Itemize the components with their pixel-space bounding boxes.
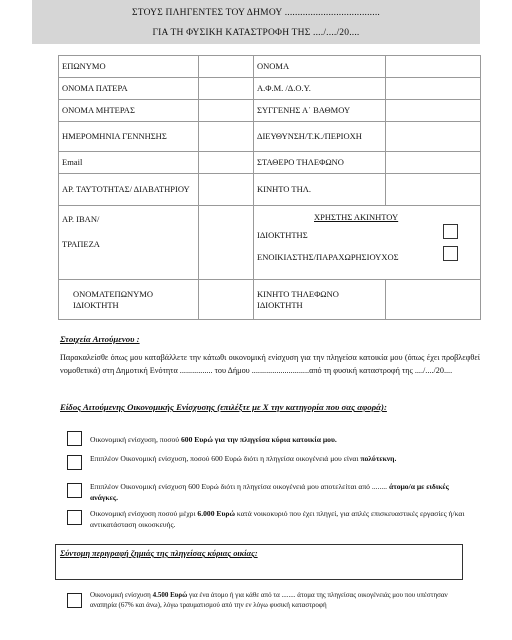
address-field[interactable] (386, 122, 481, 152)
header-title-municipality: ΣΤΟΥΣ ΠΛΗΓΕΝΤΕΣ ΤΟΥ ΔΗΜΟΥ ..................................... (132, 8, 380, 18)
iban-label (59, 206, 199, 280)
owner-mobile-label: ΚΙΝΗΤΟ ΤΗΛΕΦΩΝΟ ΙΔΙΟΚΤΗΤΗ (254, 280, 386, 320)
landline-field[interactable] (386, 152, 481, 174)
owner-fullname-field[interactable] (199, 280, 254, 320)
afm-field[interactable] (386, 78, 481, 100)
support-option-4-text: Οικονομική ενίσχυση ποσού μέχρι 6.000 Ευρώ κατά νοικοκυριό που έχει πληγεί, για απλές επισκευαστικές εργασίες ή/και αντικατάσταση οικοσκευής. (90, 509, 465, 529)
surname-field[interactable] (199, 56, 254, 78)
personal-details-table (58, 55, 481, 320)
birthdate-field[interactable] (199, 122, 254, 152)
applicant-request-paragraph: Παρακαλείσθε όπως μου καταβάλλετε την κάτωθι οικονομική ενίσχυση για την πληγείσα κατοικία μου (όπως έχει προβλεφθεί νομοθετικά) στη Δημοτική Ενότητα ................ του Δήμου ............................από τη φυσική καταστροφή της ..../..../20.... (60, 353, 480, 375)
name-field[interactable] (386, 56, 481, 78)
support-option-1-checkbox[interactable] (67, 431, 82, 446)
email-field[interactable] (199, 152, 254, 174)
damage-description-label: Σύντομη περιγραφή ζημιάς της πληγείσας κύριας οικίας: (60, 549, 258, 558)
id-number-label: ΑΡ. ΤΑΥΤΟΤΗΤΑΣ/ ΔΙΑΒΑΤΗΡΙΟΥ (59, 174, 199, 206)
father-name-label: ΟΝΟΜΑ ΠΑΤΕΡΑ (59, 78, 199, 100)
tenant-checkbox[interactable] (443, 246, 458, 261)
father-name-field[interactable] (199, 78, 254, 100)
iban-field[interactable] (199, 206, 254, 280)
mother-name-field[interactable] (199, 100, 254, 122)
address-label: ΔΙΕΥΘΥΝΣΗ/Τ.Κ./ΠΕΡΙΟΧΗ (254, 122, 386, 152)
applicant-section-title: Στοιχεία Αιτούμενου : (60, 334, 140, 344)
surname-label: ΕΠΩΝΥΜΟ (59, 56, 199, 78)
property-user-title: ΧΡΗΣΤΗΣ ΑΚΙΝΗΤΟΥ (314, 211, 399, 222)
afm-label: Α.Φ.Μ. /Δ.Ο.Υ. (254, 78, 386, 100)
birthdate-label: ΗΜΕΡΟΜΗΝΙΑ ΓΕΝΝΗΣΗΣ (59, 122, 199, 152)
iban-label-text: ΑΡ. ΙΒΑΝ/ (62, 214, 100, 224)
name-label: ΟΝΟΜΑ (254, 56, 386, 78)
owner-fullname-label: ΟΝΟΜΑΤΕΠΩΝΥΜΟ ΙΔΙΟΚΤΗΤΗ (59, 280, 199, 320)
support-type-title: Είδος Αιτούμενης Οικονομικής Ενίσχυσης (επιλέξτε με Χ την κατηγορία που σας αφορά): (60, 402, 387, 412)
owner-option-label: ΙΔΙΟΚΤΗΤΗΣ (257, 229, 308, 240)
property-user-cell (254, 206, 481, 280)
tenant-option-label: ΕΝΟΙΚΙΑΣΤΗΣ/ΠΑΡΑΧΩΡΗΣΙΟΥΧΟΣ (257, 251, 399, 262)
relative-field[interactable] (386, 100, 481, 122)
damage-description-box[interactable] (55, 544, 463, 580)
owner-mobile-field[interactable] (386, 280, 481, 320)
landline-label: ΣΤΑΘΕΡΟ ΤΗΛΕΦΩΝΟ (254, 152, 386, 174)
support-option-2-text: Επιπλέον Οικονομική ενίσχυση, ποσού 600 Ευρώ διότι η πληγείσα οικογένειά μου είναι πολύτεκνη. (90, 454, 397, 463)
support-option-3-checkbox[interactable] (67, 483, 82, 498)
owner-checkbox[interactable] (443, 224, 458, 239)
mobile-field[interactable] (386, 174, 481, 206)
header-title-disaster: ΓΙΑ ΤΗ ΦΥΣΙΚΗ ΚΑΤΑΣΤΡΟΦΗ ΤΗΣ ..../..../20.... (152, 28, 360, 38)
relative-label: ΣΥΓΓΕΝΗΣ Α΄ ΒΑΘΜΟΥ (254, 100, 386, 122)
support-option-3-text: Επιπλέον Οικονομική ενίσχυση 600 Ευρώ διότι η πληγείσα οικογένειά μου αποτελείται από ........ άτομο/α με ειδικές ανάγκες. (90, 482, 449, 502)
bank-label: ΤΡΑΠΕΖΑ (62, 238, 100, 249)
mobile-label: ΚΙΝΗΤΟ ΤΗΛ. (254, 174, 386, 206)
support-option-4-checkbox[interactable] (67, 510, 82, 525)
support-option-5-checkbox[interactable] (67, 593, 82, 608)
mother-name-label: ΟΝΟΜΑ ΜΗΤΕΡΑΣ (59, 100, 199, 122)
support-option-1-text: Οικονομική ενίσχυση, ποσού 600 Ευρώ για την πληγείσα κύρια κατοικία μου. (90, 435, 337, 444)
support-option-5-text: Οικονομική ενίσχυση 4.500 Ευρώ για ένα άτομο ή για κάθε από τα ........ άτομα της πληγείσας οικογένειάς μου που υπέστησαν αναπηρία (67% και άνω), λόγω τραυματισμού από την εν λόγω φυσική καταστροφή (90, 591, 448, 609)
email-label: Email (59, 152, 199, 174)
form-header (32, 0, 480, 44)
support-option-2-checkbox[interactable] (67, 455, 82, 470)
id-number-field[interactable] (199, 174, 254, 206)
